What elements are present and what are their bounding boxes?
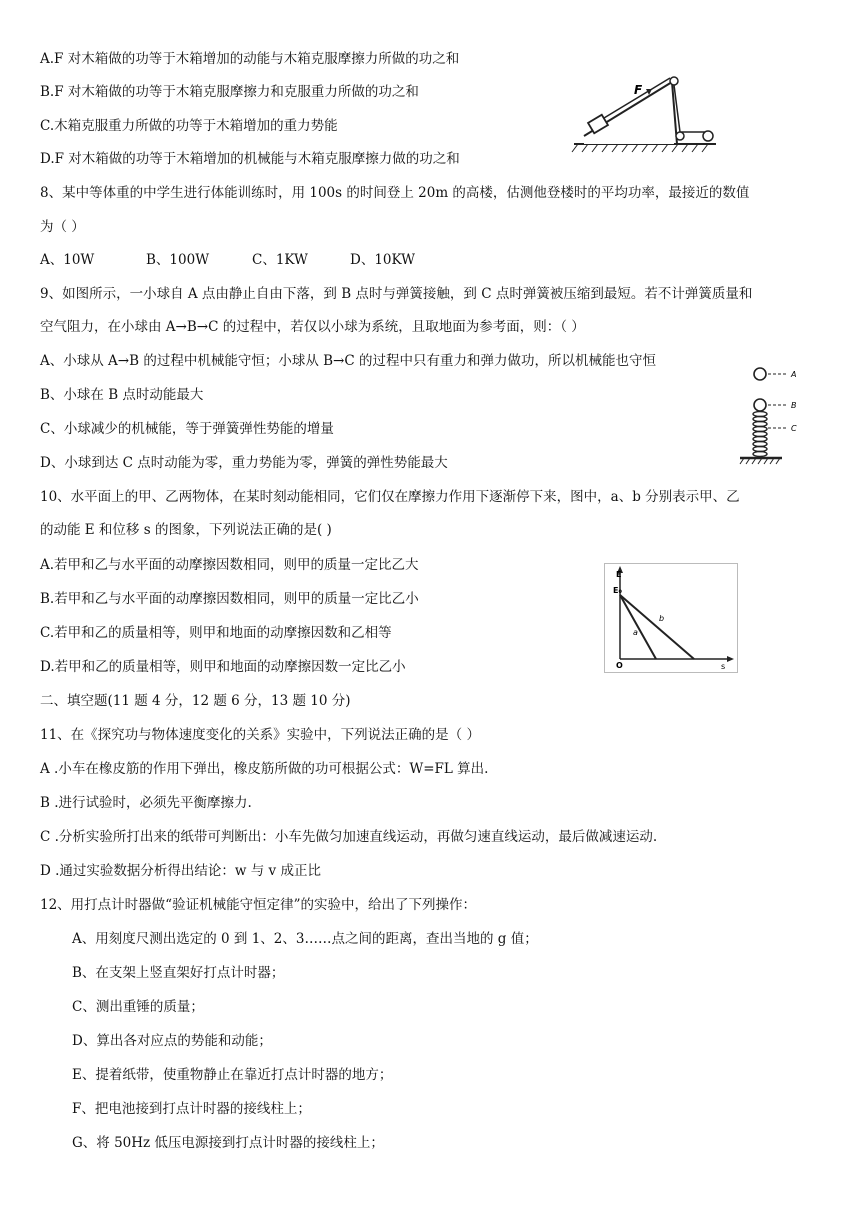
q10-stem-cont: 的动能 E 和位移 s 的图象，下列说法正确的是( ) bbox=[40, 522, 332, 538]
q11-option-c: C .分析实验所打出来的纸带可判断出：小车先做匀加速直线运动，再做匀速直线运动，最后做减速运动. bbox=[40, 829, 658, 845]
q8-options bbox=[40, 251, 415, 269]
spring-figure bbox=[736, 360, 802, 466]
q12-step: G、将 50Hz 低压电源接到打点计时器的接线柱上； bbox=[72, 1135, 384, 1151]
q12-step: C、测出重锤的质量； bbox=[72, 999, 204, 1015]
q8-stem: 8、某中等体重的中学生进行体能训练时，用 100s 的时间登上 20m 的高楼，估测他登楼时的平均功率，最接近的数值 bbox=[40, 185, 750, 201]
q7-option-b: B.F 对木箱做的功等于木箱克服摩擦力和克服重力所做的功之和 bbox=[40, 84, 419, 100]
q12-step: A、用刻度尺测出选定的 0 到 1、2、3……点之间的距离，查出当地的 g 值； bbox=[72, 931, 538, 947]
point-b-label: B bbox=[791, 401, 797, 410]
q9-option-d: D、小球到达 C 点时动能为零，重力势能为零，弹簧的弹性势能最大 bbox=[40, 455, 448, 471]
q11-option-b: B .进行试验时，必须先平衡摩擦力. bbox=[40, 795, 252, 811]
q8-option-b: B、100W bbox=[146, 252, 210, 268]
q11-option-d: D .通过实验数据分析得出结论：w 与 v 成正比 bbox=[40, 863, 321, 879]
q10-option-c: C.若甲和乙的质量相等，则甲和地面的动摩擦因数和乙相等 bbox=[40, 625, 392, 641]
q9-stem-cont: 空气阻力，在小球由 A→B→C 的过程中，若仅以小球为系统，且取地面为参考面，则：（ ） bbox=[40, 319, 585, 335]
q12-step: F、把电池接到打点计时器的接线柱上； bbox=[72, 1101, 311, 1117]
q10-option-a: A.若甲和乙与水平面的动摩擦因数相同，则甲的质量一定比乙大 bbox=[40, 557, 419, 573]
q9-option-a: A、小球从 A→B 的过程中机械能守恒；小球从 B→C 的过程中只有重力和弹力做功，所以机械能也守恒 bbox=[40, 353, 656, 369]
q10-stem: 10、水平面上的甲、乙两物体，在某时刻动能相同，它们仅在摩擦力作用下逐渐停下来，图中，a、b 分别表示甲、乙 bbox=[40, 489, 740, 505]
section-heading: 二、填空题(11 题 4 分，12 题 6 分，13 题 10 分) bbox=[40, 693, 351, 709]
q11-stem: 11、在《探究功与物体速度变化的关系》实验中，下列说法正确的是（ ） bbox=[40, 727, 480, 743]
incline-figure bbox=[570, 74, 720, 160]
graph-line-a-label: a bbox=[633, 628, 638, 637]
q12-stem: 12、用打点计时器做“验证机械能守恒定律”的实验中，给出了下列操作： bbox=[40, 897, 476, 913]
q12-step: E、提着纸带，使重物静止在靠近打点计时器的地方； bbox=[72, 1067, 393, 1083]
graph-line-b-label: b bbox=[659, 614, 665, 623]
q10-option-b: B.若甲和乙与水平面的动摩擦因数相同，则甲的质量一定比乙小 bbox=[40, 591, 419, 607]
q9-option-c: C、小球减少的机械能，等于弹簧弹性势能的增量 bbox=[40, 421, 334, 437]
graph-origin-label: O bbox=[616, 661, 623, 670]
point-a-label: A bbox=[791, 370, 797, 379]
q7-option-d: D.F 对木箱做的功等于木箱增加的机械能与木箱克服摩擦力做的功之和 bbox=[40, 151, 460, 167]
force-label: F bbox=[634, 83, 643, 97]
q10-option-d: D.若甲和乙的质量相等，则甲和地面的动摩擦因数一定比乙小 bbox=[40, 659, 406, 675]
q11-option-a: A .小车在橡皮筋的作用下弹出，橡皮筋所做的功可根据公式：W=FL 算出. bbox=[40, 761, 489, 777]
q9-stem: 9、如图所示，一小球自 A 点由静止自由下落，到 B 点时与弹簧接触，到 C 点时弹簧被压缩到最短。若不计弹簧质量和 bbox=[40, 286, 753, 302]
q8-option-c: C、1KW bbox=[252, 252, 308, 268]
energy-displacement-graph bbox=[604, 563, 738, 673]
q7-option-a: A.F 对木箱做的功等于木箱增加的动能与木箱克服摩擦力所做的功之和 bbox=[40, 51, 460, 67]
graph-x-label: s bbox=[721, 662, 726, 671]
graph-y-label: E bbox=[616, 570, 622, 579]
q8-stem-cont: 为（ ） bbox=[40, 219, 85, 235]
q8-option-d: D、10KW bbox=[350, 252, 415, 268]
q7-option-c: C.木箱克服重力所做的功等于木箱增加的重力势能 bbox=[40, 118, 338, 134]
q12-step: D、算出各对应点的势能和动能； bbox=[72, 1033, 272, 1049]
graph-e0-label: E₀ bbox=[613, 586, 622, 595]
point-c-label: C bbox=[791, 424, 797, 433]
q9-option-b: B、小球在 B 点时动能最大 bbox=[40, 387, 204, 403]
q12-step: B、在支架上竖直架好打点计时器； bbox=[72, 965, 285, 981]
q8-option-a: A、10W bbox=[40, 252, 95, 268]
